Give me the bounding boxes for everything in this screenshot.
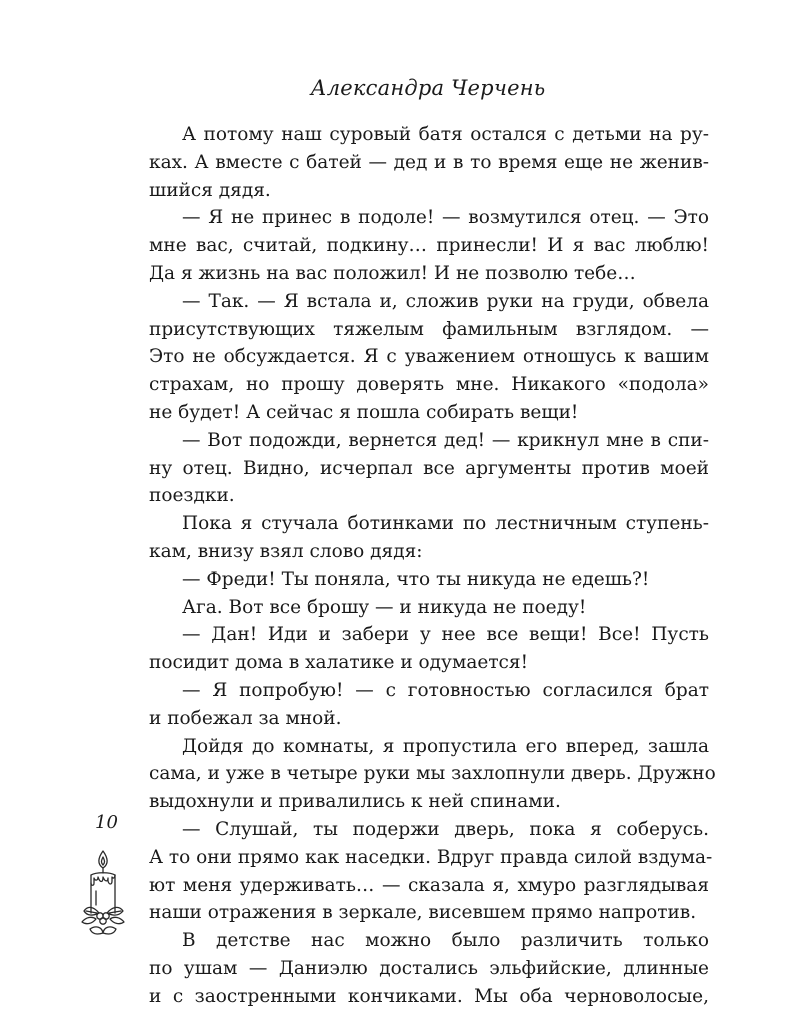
text-line: — Я не принес в подоле! — возмутился отец. — Это — [182, 207, 709, 229]
text-line: по ушам — Даниэлю достались эльфийские, длинные — [149, 957, 709, 979]
text-line: Да я жизнь на вас положил! И не позволю тебе… — [149, 262, 636, 284]
text-line: шийся дядя. — [149, 179, 271, 201]
text-line: и с заостренными кончиками. Мы оба черноволосые, — [149, 985, 709, 1007]
text-line: наши отражения в зеркале, висевшем прямо напротив. — [149, 902, 697, 924]
text-line: Пока я стучала ботинками по лестничным ступень- — [182, 513, 709, 535]
text-line: посидит дома в халатике и одумается! — [149, 652, 529, 674]
text-line: Дойдя до комнаты, я пропустила его вперед, зашла — [182, 735, 709, 757]
text-line: ках. А вместе с батей — дед и в то время еще не женив- — [149, 151, 709, 173]
text-line: А потому наш суровый батя остался с детьми на ру- — [182, 124, 709, 145]
text-line: кам, внизу взял слово дядя: — [149, 540, 423, 562]
text-line: — Фреди! Ты поняла, что ты никуда не едешь?! — [182, 568, 650, 590]
text-line: ют меня удерживать… — сказала я, хмуро разглядывая — [149, 874, 709, 896]
text-line: присутствующих тяжелым фамильным взглядом. — — [149, 318, 709, 340]
candle-icon — [72, 845, 134, 940]
body-text — [149, 121, 716, 1011]
text-line: — Слушай, ты подержи дверь, пока я соберусь. — [182, 818, 709, 840]
text-line: Это не обсуждается. Я с уважением отношусь к вашим — [149, 346, 709, 368]
text-line: сама, и уже в четыре руки мы захлопнули дверь. Дружно — [149, 763, 716, 785]
text-line: В детстве нас можно было различить только — [182, 930, 709, 952]
text-line: ну отец. Видно, исчерпал все аргументы против моей — [149, 457, 709, 479]
text-line: — Дан! Иди и забери у нее все вещи! Все! Пусть — [182, 624, 709, 646]
text-line: — Так. — Я встала и, сложив руки на груди, обвела — [182, 290, 709, 312]
text-line: Ага. Вот все брошу — и никуда не поеду! — [182, 596, 587, 618]
text-line: поездки. — [149, 485, 235, 507]
text-line: не будет! А сейчас я пошла собирать вещи! — [149, 401, 579, 423]
text-line: мне вас, считай, подкину… принесли! И я вас люблю! — [149, 235, 709, 257]
running-header-author: Александра Черчень — [310, 76, 546, 100]
text-line: и побежал за мной. — [149, 707, 342, 729]
text-line: — Я попробую! — с готовностью согласился брат — [182, 679, 709, 701]
text-line: выдохнули и привалились к ней спинами. — [149, 791, 561, 813]
text-line: — Вот подожди, вернется дед! — крикнул мне в спи- — [182, 429, 709, 451]
text-line: А то они прямо как наседки. Вдруг правда силой вздума- — [149, 846, 713, 868]
page-number: 10 — [95, 812, 118, 833]
text-line: страхам, но прошу доверять мне. Никакого «подола» — [149, 374, 709, 396]
